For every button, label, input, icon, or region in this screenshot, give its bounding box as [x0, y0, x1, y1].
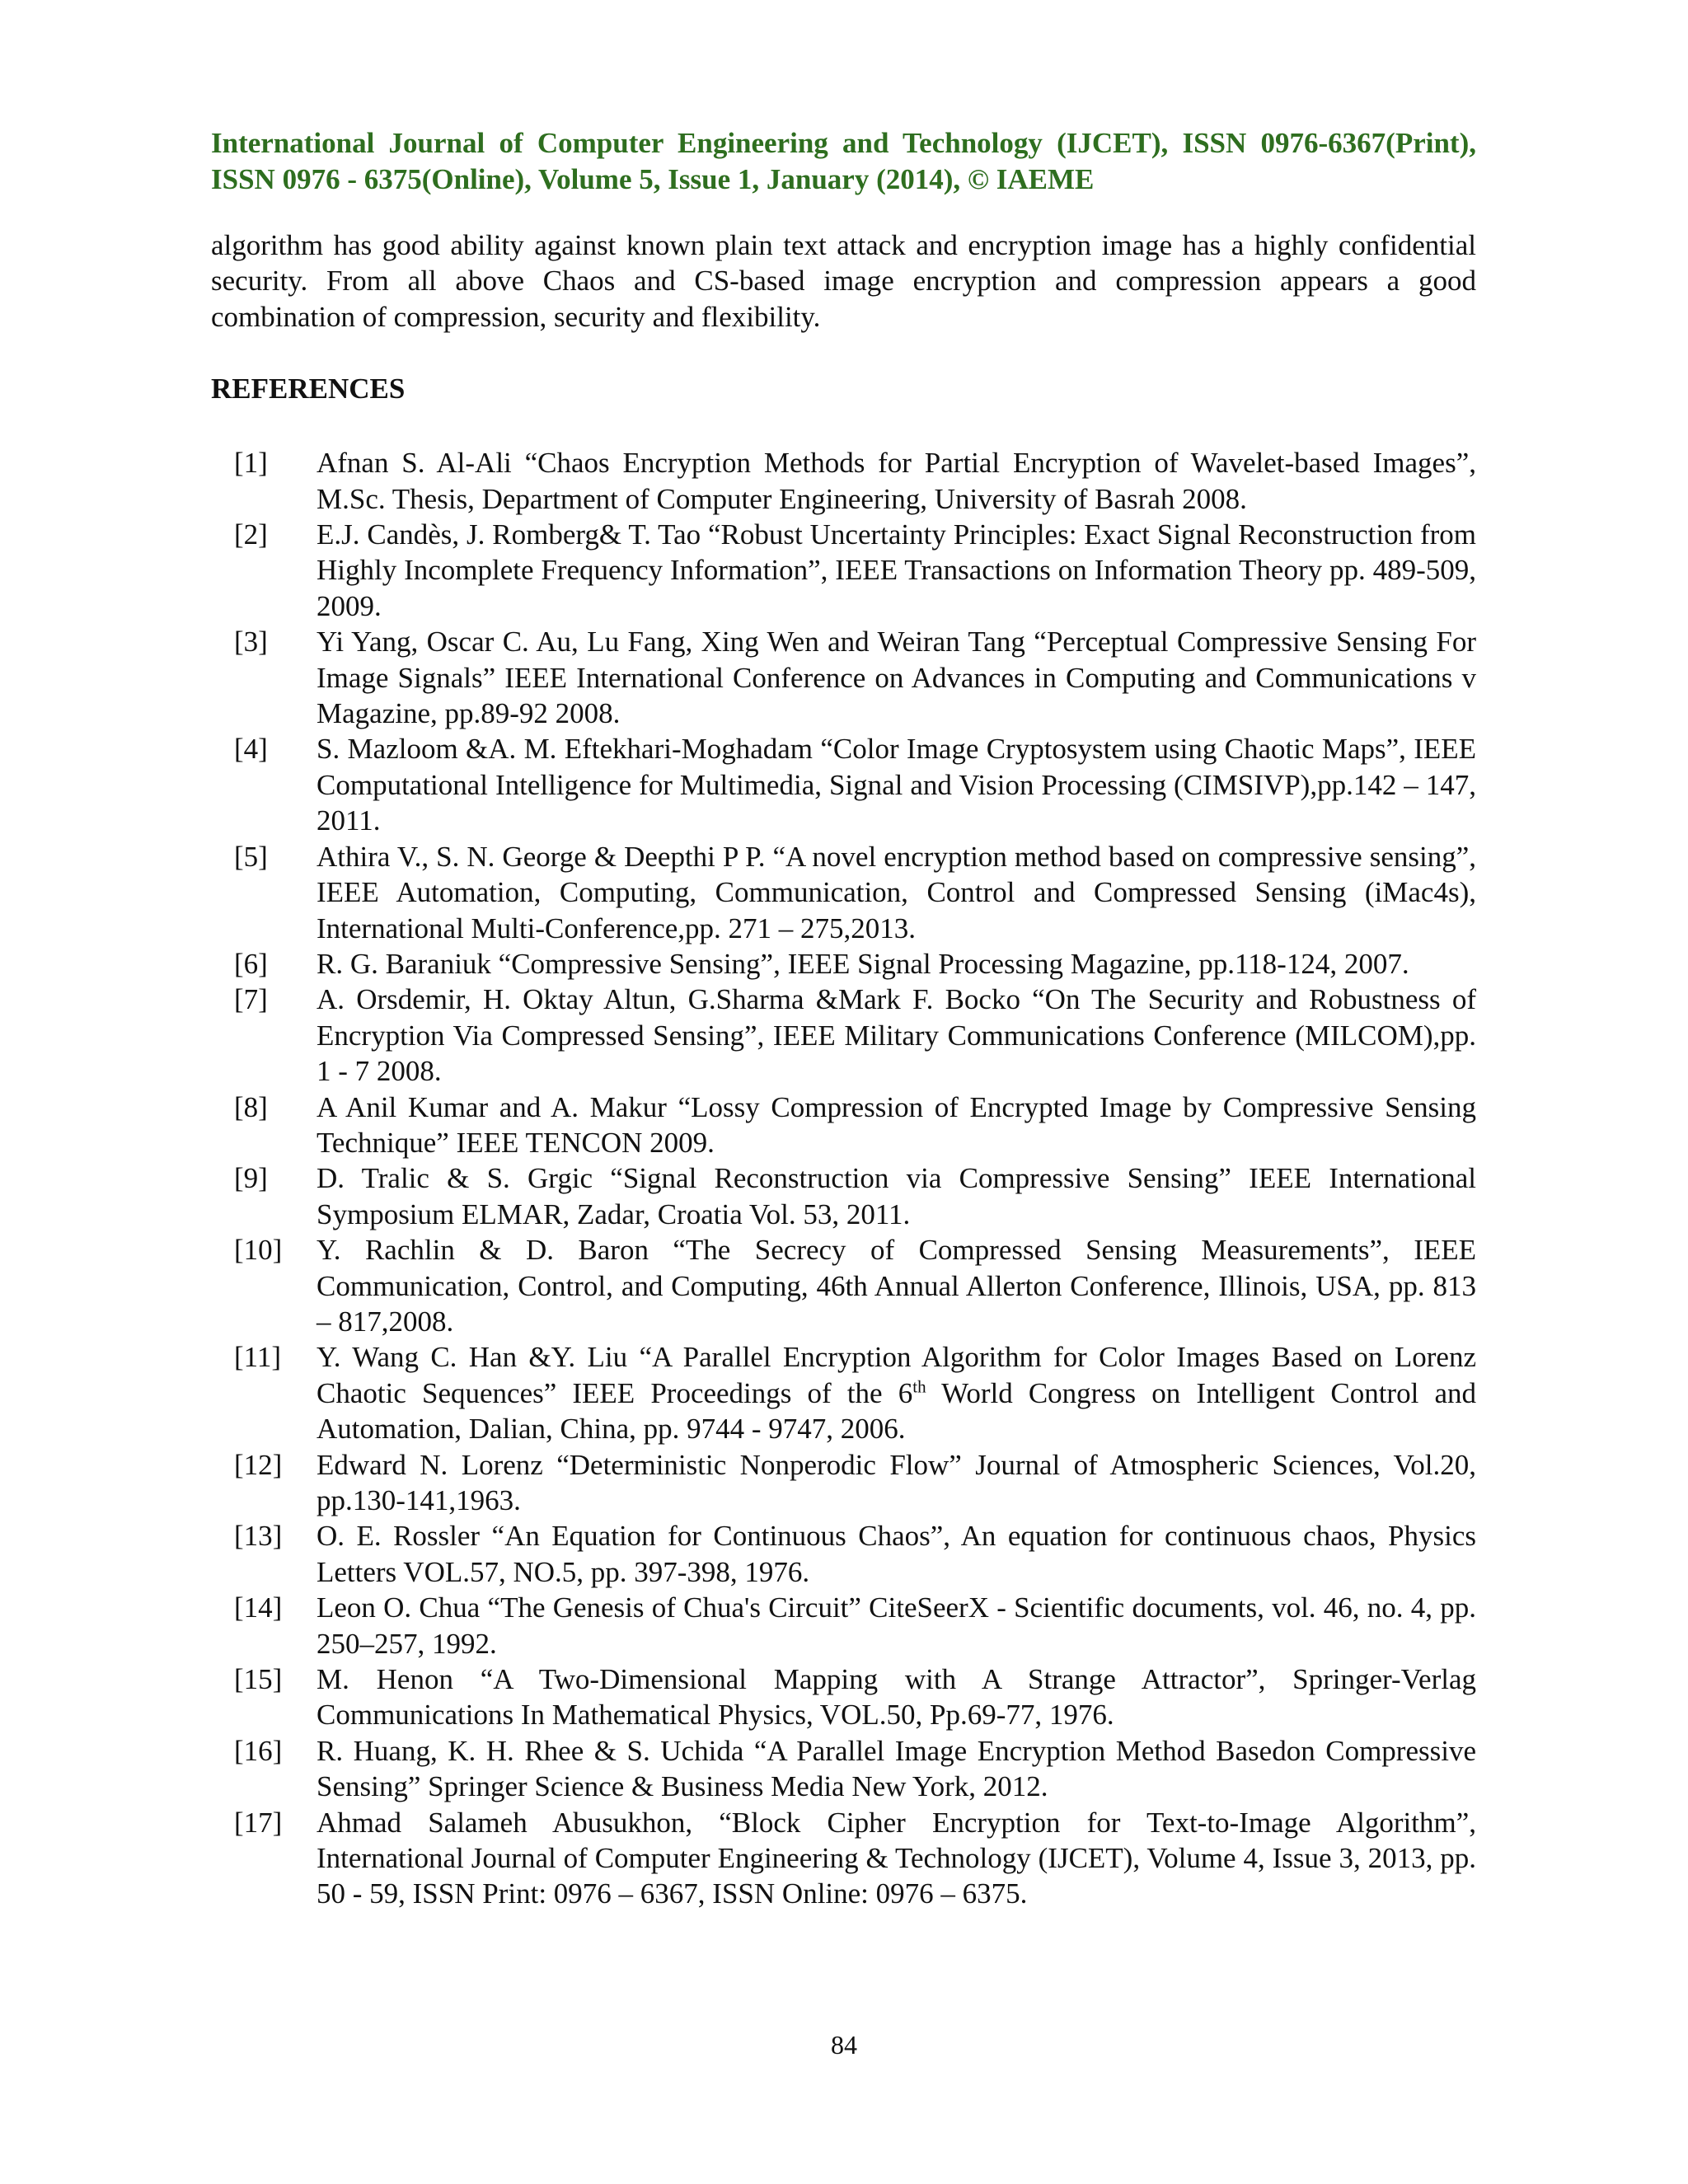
reference-text: Edward N. Lorenz “Deterministic Nonperodic Flow” Journal of Atmospheric Sciences, Vol.20, pp.130-141,1963.: [316, 1448, 1476, 1516]
reference-text: A Anil Kumar and A. Makur “Lossy Compression of Encrypted Image by Compressive Sensing Technique” IEEE TENCON 2009.: [316, 1090, 1476, 1159]
reference-number: [16]: [234, 1734, 283, 1767]
reference-list: [211, 445, 1476, 1912]
reference-item: [211, 1805, 1476, 1912]
reference-number: [13]: [234, 1520, 283, 1553]
reference-text: Afnan S. Al-Ali “Chaos Encryption Methods for Partial Encryption of Wavelet-based Images”, M.Sc. Thesis, Department of Computer Engineering, University of Basrah 2008.: [316, 447, 1476, 515]
reference-text: R. G. Baraniuk “Compressive Sensing”, IEEE Signal Processing Magazine, pp.118-124, 2007.: [316, 947, 1409, 980]
reference-item: [211, 1232, 1476, 1339]
reference-text: Y. Rachlin & D. Baron “The Secrecy of Compressed Sensing Measurements”, IEEE Communication, Control, and Computing, 46th Annual Allerton Conference, Illinois, USA, pp. 813 – 817,2008.: [316, 1234, 1476, 1338]
reference-item: [211, 1518, 1476, 1590]
reference-item: [211, 445, 1476, 517]
body-paragraph: algorithm has good ability against known plain text attack and encryption image has a highly confidential security. From all above Chaos and CS-based image encryption and compression appears a good combination of compression, security and flexibility.: [211, 229, 1476, 333]
reference-text: Leon O. Chua “The Genesis of Chua's Circuit” CiteSeerX - Scientific documents, vol. 46, no. 4, pp. 250–257, 1992.: [316, 1591, 1476, 1660]
reference-text: Yi Yang, Oscar C. Au, Lu Fang, Xing Wen and Weiran Tang “Perceptual Compressive Sensing For Image Signals” IEEE International Conference on Advances in Computing and Communications v Magazine, pp.89-92 2008.: [316, 626, 1476, 730]
reference-text-part: World Congress on Intelligent Control and Automation, Dalian, China, pp. 9744 - 9747, 2006.: [316, 1376, 1476, 1446]
reference-number: [8]: [234, 1090, 268, 1123]
page-content: [211, 125, 1476, 1912]
reference-item: [211, 839, 1476, 946]
reference-number: [10]: [234, 1234, 283, 1267]
reference-text: R. Huang, K. H. Rhee & S. Uchida “A Parallel Image Encryption Method Basedon Compressive Sensing” Springer Science & Business Media New York, 2012.: [316, 1734, 1476, 1803]
reference-number: [6]: [234, 947, 268, 980]
superscript-ordinal: th: [912, 1376, 926, 1397]
reference-number: [5]: [234, 840, 268, 873]
reference-item: [211, 946, 1476, 982]
reference-number: [4]: [234, 733, 268, 766]
reference-text: A. Orsdemir, H. Oktay Altun, G.Sharma &Mark F. Bocko “On The Security and Robustness of Encryption Via Compressed Sensing”, IEEE Military Communications Conference (MILCOM),pp. 1 - 7 2008.: [316, 983, 1476, 1088]
journal-header: International Journal of Computer Engineering and Technology (IJCET), ISSN 0976-6367(Print), ISSN 0976 - 6375(Online), Volume 5, Issue 1, January (2014), © IAEME: [211, 127, 1476, 195]
reference-text: E.J. Candès, J. Romberg& T. Tao “Robust Uncertainty Principles: Exact Signal Reconstruction from Highly Incomplete Frequency Information”, IEEE Transactions on Information Theory pp. 489-509, 2009.: [316, 518, 1476, 622]
reference-number: [11]: [234, 1341, 282, 1374]
reference-number: [1]: [234, 447, 268, 480]
reference-item: [211, 1733, 1476, 1805]
reference-number: [12]: [234, 1448, 283, 1481]
reference-item: [211, 517, 1476, 624]
page-number: 84: [831, 2030, 857, 2060]
reference-text: S. Mazloom &A. M. Eftekhari-Moghadam “Color Image Cryptosystem using Chaotic Maps”, IEEE Computational Intelligence for Multimedia, Signal and Vision Processing (CIMSIVP),pp.142 – 147, 2011.: [316, 733, 1476, 837]
reference-number: [2]: [234, 518, 268, 551]
reference-number: [14]: [234, 1591, 283, 1624]
reference-item: [211, 982, 1476, 1089]
reference-item: [211, 624, 1476, 731]
reference-number: [17]: [234, 1806, 283, 1839]
reference-item: [211, 1160, 1476, 1232]
reference-number: [15]: [234, 1663, 283, 1696]
reference-item: [211, 731, 1476, 838]
references-heading: REFERENCES: [211, 373, 406, 405]
reference-text: D. Tralic & S. Grgic “Signal Reconstruction via Compressive Sensing” IEEE International Symposium ELMAR, Zadar, Croatia Vol. 53, 2011.: [316, 1162, 1476, 1230]
reference-number: [9]: [234, 1162, 268, 1195]
reference-number: [7]: [234, 983, 268, 1016]
reference-number: [3]: [234, 626, 268, 658]
reference-text: [316, 1339, 1476, 1446]
reference-item: [211, 1661, 1476, 1733]
reference-item: [211, 1339, 1476, 1446]
reference-item: [211, 1447, 1476, 1519]
reference-item: [211, 1590, 1476, 1661]
reference-text: M. Henon “A Two-Dimensional Mapping with A Strange Attractor”, Springer-Verlag Communications In Mathematical Physics, VOL.50, Pp.69-77, 1976.: [316, 1663, 1476, 1732]
reference-item: [211, 1090, 1476, 1161]
reference-text: Athira V., S. N. George & Deepthi P P. “A novel encryption method based on compressive sensing”, IEEE Automation, Computing, Communication, Control and Compressed Sensing (iMac4s), International Multi-Conference,pp. 271 – 275,2013.: [316, 840, 1476, 944]
reference-text-part: Y. Wang C. Han &Y. Liu “A Parallel Encryption Algorithm for Color Images Based on Lorenz Chaotic Sequences” IEEE Proceedings of the 6: [316, 1341, 1476, 1409]
reference-text: O. E. Rossler “An Equation for Continuous Chaos”, An equation for continuous chaos, Physics Letters VOL.57, NO.5, pp. 397-398, 1976.: [316, 1520, 1476, 1588]
reference-text: Ahmad Salameh Abusukhon, “Block Cipher Encryption for Text-to-Image Algorithm”, International Journal of Computer Engineering & Technology (IJCET), Volume 4, Issue 3, 2013, pp. 50 - 59, ISSN Print: 0976 – 6367, ISSN Online: 0976 – 6375.: [316, 1806, 1476, 1910]
